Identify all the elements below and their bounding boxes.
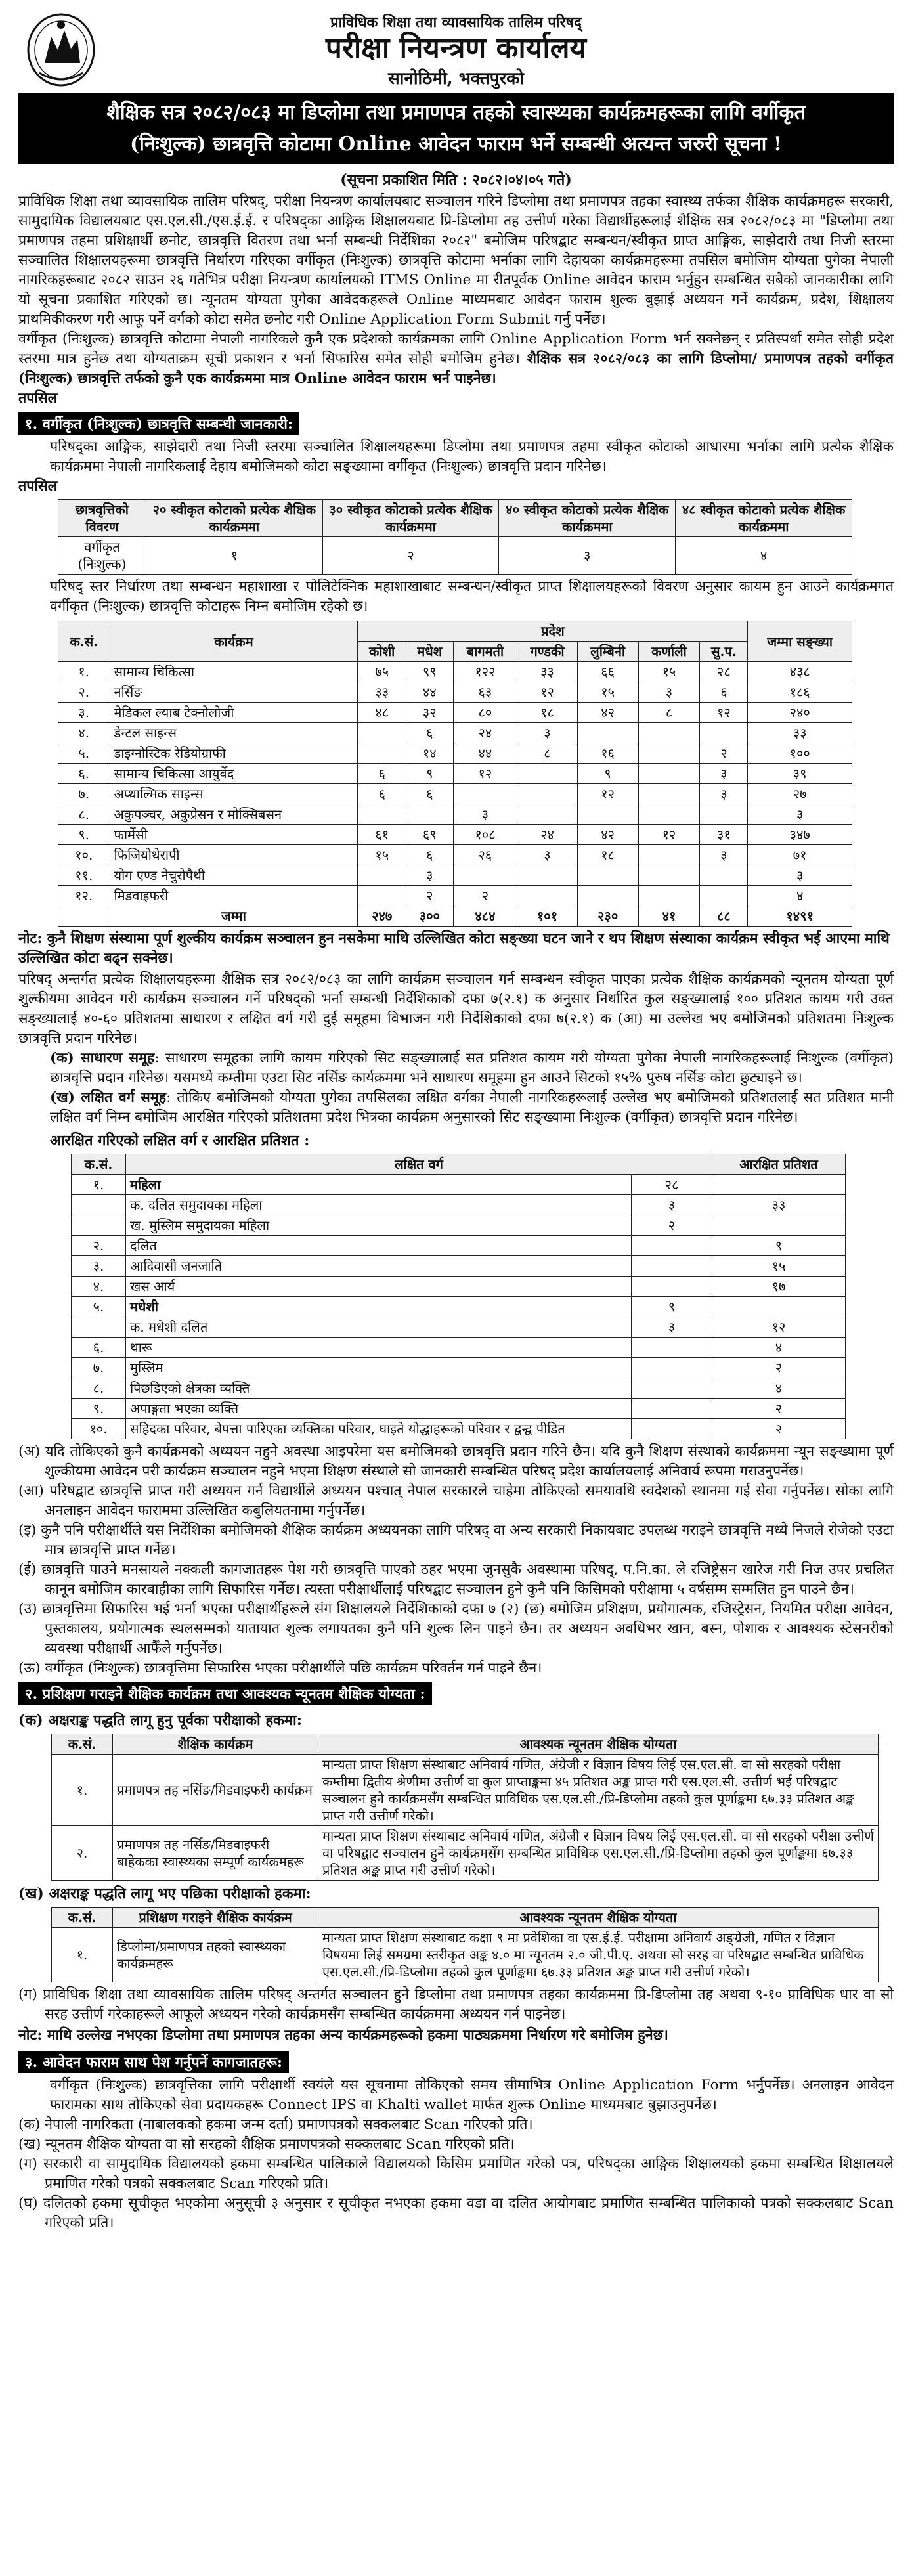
table-row (72, 1215, 846, 1236)
quota-header: ४८ स्वीकृत कोटाको प्रत्येक शैक्षिक कार्यक्रममा (676, 500, 852, 537)
row-value (517, 886, 577, 906)
row-value: ३२ (406, 703, 454, 723)
row-total: ४३८ (748, 662, 852, 682)
row-program: डेन्टल साइन्स (110, 723, 358, 743)
row-percent: २ (712, 1399, 846, 1419)
program-quota-table (58, 621, 852, 927)
quota-header: छात्रवृत्तिको विवरण (58, 500, 146, 537)
row-sn: १०. (72, 1419, 126, 1439)
row-value: ६ (406, 845, 454, 865)
row-sub-percent (632, 1236, 712, 1256)
row-value (577, 886, 638, 906)
row-value (517, 865, 577, 886)
document-item: (घ) दलितको हकमा सूचीकृत भएकोमा अनुसूची ३ अनुसार र सूचीकृत नभएका हकमा वडा वा दलित आयोगबाट प्रमाणित सम्बन्धित पालिकाको पत्रको सक्कलबाट Scan गरिएको प्रति। (18, 2195, 894, 2231)
quota-cell: वर्गीकृत (निःशुल्क) (58, 537, 146, 575)
row-value (517, 784, 577, 804)
row-value: २ (700, 743, 748, 764)
clause-aa: (आ) परिषद्बाट छात्रवृत्ति प्राप्त गरी अध्ययन गर्न विद्यार्थीले अध्ययन पश्चात् नेपाल सरकारले चाहेमा तोकिएको समयावधि स्वदेशको स्थानमा गई सेवा गर्नुपर्नेछ। सोका लागि अनलाइन आवेदन फाराममा उल्लिखित कबुलियतनामा गर्नुपर्नेछ। (18, 1483, 894, 1519)
row-group: ख. मुस्लिम समुदायका महिला (126, 1215, 632, 1236)
row-value (517, 764, 577, 784)
row-total: ३९ (748, 764, 852, 784)
row-requirement: मान्यता प्राप्त शिक्षण संस्थाबाट कक्षा ९ मा प्रवेशिका वा एस.ई.ई. परीक्षामा अनिवार्य अङ्ग्रेजी, गणित र विज्ञान विषयमा लिई समग्रमा स्तरीकृत अङ्क ४.० मा न्यूनतम २.० जी.पी.ए. अथवा सो सरह वा परिषद्बाट सम्बन्धित प्राविधिक एस.एल.सी./प्रि-डिप्लोमा तहको कुल पूर्णाङ्कमा ६७.३३ प्रतिशत अङ्क प्राप्त गरी उत्तीर्ण गरेको। (318, 1928, 879, 1982)
clause-u: (उ) छात्रवृत्तिमा सिफारिस भई भर्ना भएका परीक्षार्थीहरूले संग शिक्षालयले निर्देशिकाको दफा ७ (२) (छ) बमोजिम प्रशिक्षण, प्रयोगात्मक, रजिस्ट्रेसन, नियमित परीक्षा आवेदन, पुस्तकालय, प्रयोगात्मक स्थलसम्मको यातायात शुल्क लगायतका कुनै पनि शुल्क लिन पाइने छैन। तर अध्ययन अवधिभर खान, बस्न, पोशाक र आवश्यक स्टेसनरीको व्यवस्था परीक्षार्थी आफैँले गर्नुपर्नेछ। (18, 1601, 894, 1657)
row-sn: २. (58, 682, 110, 703)
province-header: लुम्बिनी (577, 642, 638, 662)
total-value: २३० (577, 906, 638, 927)
row-value: ९ (577, 764, 638, 784)
row-value (453, 865, 517, 886)
table-row (72, 1419, 846, 1439)
row-value: ६ (406, 784, 454, 804)
table-row (72, 1175, 846, 1195)
row-requirement: मान्यता प्राप्त शिक्षण संस्थाबाट अनिवार्य गणित, अंग्रेजी र विज्ञान विषय लिई एस.एल.सी. वा सो सरहको परीक्षा उत्तीर्ण वा परिषद्बाट सञ्चालन हुने कार्यक्रमसँग सम्बन्धित प्राविधिक एस.एल.सी./प्रि-डिप्लोमा तहको कुल पूर्णाङ्कमा ६७.३३ प्रतिशत अङ्क प्राप्त गरी उत्तीर्ण गरेको। (318, 1826, 879, 1881)
row-program: डिप्लोमा/प्रमाणपत्र तहको स्वास्थ्यका कार्यक्रमहरू (113, 1928, 318, 1982)
section-1b-paragraph: परिषद् अन्तर्गत प्रत्येक शिक्षालयहरूमा शैक्षिक सत्र २०८२/०८३ का लागि कार्यक्रम सञ्चालन गर्न सम्बन्धन स्वीकृत पाएका प्रत्येक शैक्षिक कार्यक्रमको न्यूनतम योग्यता पूर्ण शुल्कीयमा आवेदन गरी कार्यक्रम सञ्चालन गर्ने परिषद्को भर्ना सम्बन्धी निर्देशिकाको दफा ७(२.१) क अनुसार निर्धारित कुल सङ्ख्यालाई १०० प्रतिशत कायम गरी उक्त सङ्ख्यालाई ४०-६० प्रतिशतमा साधारण र लक्षित वर्ग गरी दुई समूहमा विभाजन गरी निर्देशिकाको दफा ७(२.१) क (आ) मा उल्लेख भए बमोजिमको प्रतिशतमा निःशुल्क छात्रवृत्ति प्रदान गरिनेछ। (18, 971, 894, 1047)
section-2-heading: २. प्रशिक्षण गराइने शैक्षिक कार्यक्रम तथा आवश्यक न्यूनतम शैक्षिक योग्यता : (18, 1682, 432, 1705)
quota-header: ३० स्वीकृत कोटाको प्रत्येक शैक्षिक कार्यक्रममा (322, 500, 499, 537)
row-percent: ४ (712, 1338, 846, 1358)
row-value (358, 886, 406, 906)
row-percent (712, 1297, 846, 1317)
intro-paragraph-2 (18, 330, 894, 389)
row-group: दलित (126, 1236, 632, 1256)
row-sub-percent: २८ (632, 1175, 712, 1195)
row-value: ६३ (453, 682, 517, 703)
province-header: बागमती (453, 642, 517, 662)
row-program: डाइग्नोस्टिक रेडियोग्राफी (110, 743, 358, 764)
table-row (72, 1399, 846, 1419)
row-value (517, 804, 577, 825)
tapasil-label: तपसिल (18, 390, 58, 406)
intro-paragraph: प्राविधिक शिक्षा तथा व्यावसायिक तालिम परिषद्, परीक्षा नियन्त्रण कार्यालयबाट सञ्चालन गरिने डिप्लोमा तथा प्रमाणपत्र तहका स्वास्थ्य तर्फका शैक्षिक कार्यक्रमहरू सरकारी, सामुदायिक विद्यालयबाट एस.एल.सी./एस.ई.ई. र परिषद्का आङ्गिक शिक्षालयबाट प्रि-डिप्लोमा तह उत्तीर्ण गरेका विद्यार्थीहरूलाई शैक्षिक सत्र २०८२/०८३ मा "डिप्लोमा तथा प्रमाणपत्र तहमा प्रशिक्षार्थी छनोट, छात्रवृत्ति वितरण तथा भर्ना सम्बन्धी निर्देशिका २०८२" बमोजिम परिषद्बाट सम्बन्धन/स्वीकृत प्राप्त आङ्गिक, साझेदारी तथा निजी स्तरमा सञ्चालित शिक्षालयहरूमा छात्रवृत्ति निर्धारण गरिएका वर्गीकृत (निःशुल्क) छात्रवृत्ति कोटामा भर्नाका लागि देहायका कार्यक्रमहरूमा तपसिल बमोजिम योग्यता पुगेका नेपाली नागरिकहरूबाट २०८२ साउन २६ गतेभित्र परीक्षा नियन्त्रण कार्यालयको ITMS Online मा रीतपूर्वक Online आवेदन फाराम भर्नुहुन सम्बन्धित सबैको जानकारीका लागि यो सूचना प्रकाशित गरिएको छ। न्यूनतम योग्यता पुगेका आवेदकहरूले Online माध्यमबाट आवेदन फाराम शुल्क बुझाई अध्ययन गर्ने कार्यक्रम, प्रदेश, शिक्षालय प्राथमिकीकरण गरी आफू पर्ने वर्गको कोटा समेत छनोट गरी Online Application Form Submit गर्नु पर्नेछ। (18, 193, 894, 328)
table-row (58, 886, 852, 906)
province-header: सु.प. (700, 642, 748, 662)
row-value (406, 804, 454, 825)
row-program: मेडिकल ल्याब टेक्नोलोजी (110, 703, 358, 723)
row-sub-percent: २ (632, 1215, 712, 1236)
row-value (638, 784, 700, 804)
table-row (58, 804, 852, 825)
col-header-province: प्रदेश (358, 621, 748, 642)
table-row (72, 1358, 846, 1378)
office-name: परीक्षा नियन्त्रण कार्यालय (325, 31, 587, 65)
row-program: सामान्य चिकित्सा (110, 662, 358, 682)
row-sn: ६. (72, 1338, 126, 1358)
reserved-percent-table (71, 1154, 846, 1439)
row-value: १२ (638, 825, 700, 845)
row-value: ४४ (453, 743, 517, 764)
row-percent: २ (712, 1419, 846, 1439)
row-group: अपाङ्गता भएका व्यक्ति (126, 1399, 632, 1419)
row-value: २४ (517, 825, 577, 845)
row-total: १०० (748, 743, 852, 764)
row-value: १६ (577, 743, 638, 764)
row-value (638, 764, 700, 784)
row-sn: १०. (58, 845, 110, 865)
col-header-percent: आरक्षित प्रतिशत (712, 1154, 846, 1175)
row-group: सहिदका परिवार, बेपत्ता पारिएका व्यक्तिका परिवार, घाइते योद्धाहरूको परिवार र द्वन्द्व पीडित (126, 1419, 632, 1439)
row-group: क. दलित समुदायका महिला (126, 1195, 632, 1215)
row-percent: ३३ (712, 1195, 846, 1215)
row-value: ३३ (358, 682, 406, 703)
row-percent: ४ (712, 1378, 846, 1399)
table-row (58, 865, 852, 886)
table-row (72, 1317, 846, 1338)
row-value: ६ (406, 723, 454, 743)
row-value (453, 784, 517, 804)
row-percent (712, 1215, 846, 1236)
row-value: १४ (406, 743, 454, 764)
general-group-paragraph (18, 1049, 894, 1088)
row-sn: ११. (58, 865, 110, 886)
row-program: फार्मेसी (110, 825, 358, 845)
row-value: ८ (517, 743, 577, 764)
section-1-tapasil: तपसिल (18, 478, 58, 494)
row-sn: ९. (58, 825, 110, 845)
row-sub-percent (632, 1419, 712, 1439)
row-program: अकुपञ्चर, अकुप्रेसन र मोक्सिबसन (110, 804, 358, 825)
row-value: २ (453, 886, 517, 906)
row-sn (72, 1195, 126, 1215)
col-header-group: लक्षित वर्ग (126, 1154, 712, 1175)
row-value: १२ (577, 784, 638, 804)
row-value: ४८ (358, 703, 406, 723)
table-row (58, 743, 852, 764)
total-value: ४८४ (453, 906, 517, 927)
row-value (638, 743, 700, 764)
row-value: २८ (700, 662, 748, 682)
row-value (700, 723, 748, 743)
row-program: नर्सिङ (110, 682, 358, 703)
row-total: ३३ (748, 723, 852, 743)
col-header-requirement: आवश्यक न्यूनतम शैक्षिक योग्यता (318, 1908, 879, 1928)
row-sn: ५. (72, 1297, 126, 1317)
row-value: १२ (517, 682, 577, 703)
table-row (58, 723, 852, 743)
office-location: सानोठिमी, भक्तपुरको (388, 69, 524, 89)
quota-cell: ३ (499, 537, 676, 575)
row-sn: १२. (58, 886, 110, 906)
col-header-program: कार्यक्रम (110, 621, 358, 662)
row-program: सामान्य चिकित्सा आयुर्वेद (110, 764, 358, 784)
row-program: अप्थाल्मिक साइन्स (110, 784, 358, 804)
row-value: ३ (700, 845, 748, 865)
row-program: प्रमाणपत्र तह नर्सिङ/मिडवाइफरी कार्यक्रम (113, 1755, 318, 1826)
row-value (638, 845, 700, 865)
col-header-sn: क.सं. (52, 1734, 113, 1755)
reserved-table-title: आरक्षित गरिएको लक्षित वर्ग र आरक्षित प्रतिशत : (50, 1132, 310, 1149)
row-value: ३ (453, 804, 517, 825)
row-sn: ८. (58, 804, 110, 825)
row-value (700, 865, 748, 886)
total-value: २४७ (358, 906, 406, 927)
table-row (58, 784, 852, 804)
general-group-text: : साधारण समूहका लागि कायम गरिएको सिट सङ्ख्यालाई सत प्रतिशत कायम गरी योग्यता पुगेका नेपाली नागरिकहरूलाई निःशुल्क (वर्गीकृत) छात्रवृत्ति प्रदान गरिनेछ। यसमध्ये कम्तीमा एउटा सिट नर्सिङ कार्यक्रममा भने साधारण समूहमा हुन आउने सिटको १५% पुरुष नर्सिङ कोटा छुट्याइने छ। (50, 1050, 894, 1086)
row-total: ३ (748, 804, 852, 825)
row-program: प्रमाणपत्र तह नर्सिङ/मिडवाइफरी बाहेकका स्वास्थ्यका सम्पूर्ण कार्यक्रमहरू (113, 1826, 318, 1881)
undefined (58, 906, 110, 927)
target-group-label: (ख) लक्षित वर्ग समूह (50, 1089, 167, 1106)
document-item: (ख) न्यूनतम शैक्षिक योग्यता वा सो सरहको शैक्षिक प्रमाणपत्रको सक्कलबाट Scan गरिएको प्रति। (18, 2136, 515, 2152)
grand-total: १४९१ (748, 906, 852, 927)
row-value: ३ (638, 682, 700, 703)
row-value: ४२ (577, 703, 638, 723)
row-value: १८ (577, 845, 638, 865)
table-row (72, 1297, 846, 1317)
row-sn: ९. (72, 1399, 126, 1419)
row-sub-percent (632, 1358, 712, 1378)
row-value: ८० (453, 703, 517, 723)
row-value: ३३ (517, 662, 577, 682)
intro-p2-bold: शैक्षिक सत्र २०८२/०८३ का लागि डिप्लोमा/ प्रमाणपत्र तहको वर्गीकृत (निःशुल्क) छात्रवृत्ति तर्फको कुनै एक कार्यक्रममा मात्र Online आवेदन फाराम भर्न पाइनेछ। (18, 351, 894, 387)
row-value: ६ (358, 784, 406, 804)
col-header-program: शैक्षिक कार्यक्रम (113, 1734, 318, 1755)
row-value: १५ (577, 682, 638, 703)
quota-table (58, 499, 852, 575)
col-header-program: प्रशिक्षण गराइने शैक्षिक कार्यक्रम (113, 1908, 318, 1928)
section-3-paragraph: वर्गीकृत (निःशुल्क) छात्रवृत्तिका लागि परीक्षार्थी स्वयंले यस सूचनामा तोकिएको समय सीमाभित्र Online Application Form भर्नुपर्नेछ। अनलाइन आवेदन फारामका साथ तोकिएको सेवा प्रदायकहरू Connect IPS वा Khalti wallet मार्फत शुल्क Online माध्यमबाट बुझाउनुपर्नेछ। (50, 2077, 894, 2113)
banner-line-1: शैक्षिक सत्र २०८२/०८३ मा डिप्लोमा तथा प्रमाणपत्र तहको स्वास्थ्यका कार्यक्रमहरूका लागि वर्गीकृत (106, 101, 806, 124)
row-value: ४२ (577, 825, 638, 845)
row-group: आदिवासी जनजाति (126, 1256, 632, 1277)
quota-header: २० स्वीकृत कोटाको प्रत्येक शैक्षिक कार्यक्रममा (146, 500, 322, 537)
row-sub-percent (632, 1338, 712, 1358)
table-row (52, 1928, 879, 1982)
row-value (358, 743, 406, 764)
row-sn: १. (72, 1175, 126, 1195)
general-group-label: (क) साधारण समूह (50, 1050, 155, 1066)
table-row (72, 1236, 846, 1256)
row-sn (72, 1317, 126, 1338)
province-header: मधेश (406, 642, 454, 662)
qualification-table-post (51, 1907, 879, 1982)
row-value: ६६ (577, 662, 638, 682)
row-value: १२ (453, 764, 517, 784)
document-item: (क) नेपाली नागरिकता (नाबालकको हकमा जन्म दर्ता) प्रमाणपत्रको सक्कलबाट Scan गरिएको प्रति। (18, 2116, 533, 2133)
table-row (58, 845, 852, 865)
table-row (72, 1378, 846, 1399)
row-value (577, 804, 638, 825)
row-sn: ४. (72, 1277, 126, 1297)
clause-ii: (ई) छात्रवृत्ति पाउने मनसायले नक्कली कागजातहरू पेश गरी छात्रवृत्ति पाएको ठहर भएमा जुनसुकै अवस्थामा परिषद्, प.नि.का. ले रजिष्ट्रेसन खारेज गरी निज उपर प्रचलित कानून बमोजिम कारबाहीका लागि सिफारिस गर्नेछ। त्यस्ता परीक्षार्थीलाई परिषद्बाट सञ्चालन हुने कुनै पनि किसिमको परीक्षामा ५ वर्षसम्म सम्मलित हुन पाउने छैन। (18, 1561, 894, 1598)
qualification-table-pre (51, 1734, 879, 1881)
col-header-total: जम्मा सङ्ख्या (748, 621, 852, 662)
table-row (52, 1826, 879, 1881)
row-value: १०८ (453, 825, 517, 845)
row-value: ४४ (406, 682, 454, 703)
row-value: ९ (406, 764, 454, 784)
section-1-paragraph-2: परिषद् स्तर निर्धारण तथा सम्बन्धन महाशाखा र पोलिटेक्निक महाशाखाबाट सम्बन्धन/स्वीकृत प्राप्त शिक्षालयहरूको विवरण अनुसार कायम हुन आउने कार्यक्रमगत वर्गीकृत (निःशुल्क) छात्रवृत्ति कोटाहरू निम्न बमोजिम रहेको छ। (50, 579, 894, 615)
intro-p2-text: वर्गीकृत (निःशुल्क) छात्रवृत्ति कोटामा नेपाली नागरिकले कुनै एक प्रदेशको कार्यक्रमका लागि Online Application Form भर्न सक्नेछन् र प्रतिस्पर्धा समेत सोही प्रदेश स्तरमा मात्र हुनेछ तथा योग्यताक्रम सूची प्रकाशन र भर्ना सिफारिस समेत सोही बमोजिम हुनेछ। (18, 331, 894, 367)
table-row (52, 1755, 879, 1826)
row-sn (72, 1215, 126, 1236)
row-group: मुस्लिम (126, 1358, 632, 1378)
row-group: थारू (126, 1338, 632, 1358)
row-sn: १. (58, 662, 110, 682)
row-value (577, 865, 638, 886)
quota-cell: २ (322, 537, 499, 575)
row-percent: २ (712, 1358, 846, 1378)
section-2-ga: (ग) प्राविधिक शिक्षा तथा व्यावसायिक तालिम परिषद् अन्तर्गत सञ्चालन हुने डिप्लोमा तथा प्रमाणपत्र तहका कार्यक्रममा प्रि-डिप्लोमा तह अथवा ९-१० प्राविधिक धार वा सो सरह उत्तीर्ण गरेकाहरूले आफूले अध्ययन गरेको कार्यक्रमसँग सम्बन्धित कार्यक्रममा अध्ययन गर्न पाइनेछ। (18, 1986, 894, 2022)
row-sn: ३. (72, 1256, 126, 1277)
row-sub-percent (632, 1277, 712, 1297)
row-total: ३ (748, 865, 852, 886)
row-total: २४० (748, 703, 852, 723)
row-group: मधेशी (126, 1297, 632, 1317)
notice-title-banner (18, 93, 894, 164)
col-header-sn: क.सं. (72, 1154, 126, 1175)
section-1-heading: १. वर्गीकृत (निःशुल्क) छात्रवृत्ति सम्बन्धी जानकारी: (18, 412, 299, 435)
row-sn: ४. (58, 723, 110, 743)
row-value (700, 886, 748, 906)
row-value: २ (406, 886, 454, 906)
table-row (72, 1277, 846, 1297)
table-row (72, 1256, 846, 1277)
quota-header: ४० स्वीकृत कोटाको प्रत्येक शैक्षिक कार्यक्रममा (499, 500, 676, 537)
col-header-sn: क.सं. (58, 621, 110, 662)
row-sub-percent (632, 1378, 712, 1399)
row-sub-percent (632, 1399, 712, 1419)
target-group-text: : तोकिए बमोजिमको योग्यता पुगेका तपसिलका लक्षित वर्गका नेपाली नागरिकहरूलाई उल्लेख भए बमोजिमको प्रतिशतलाई सत प्रतिशत मानी लक्षित वर्ग निम्न बमोजिम आरक्षित गरिएको प्रतिशतमा प्रदेश भित्रका कार्यक्रम अनुसारको सिट सङ्ख्यामा निःशुल्क (वर्गीकृत) छात्रवृत्ति प्रदान गरिनेछ। (50, 1089, 894, 1125)
publication-date: (सूचना प्रकाशित मिति : २०८२।०४।०५ गते) (340, 171, 572, 188)
row-sub-percent: ३ (632, 1317, 712, 1338)
row-sub-percent: ३ (632, 1195, 712, 1215)
row-value: ३ (700, 784, 748, 804)
row-group: क. मधेशी दलित (126, 1317, 632, 1338)
row-sn: ७. (72, 1358, 126, 1378)
section-3-heading: ३. आवेदन फाराम साथ पेश गर्नुपर्ने कागजातहरू: (18, 2051, 289, 2073)
clause-uu: (ऊ) वर्गीकृत (निःशुल्क) छात्रवृत्तिमा सिफारिस भएका परीक्षार्थीले पछि कार्यक्रम परिवर्तन गर्न पाइने छैन। (18, 1660, 542, 1676)
row-value (700, 804, 748, 825)
row-value (358, 723, 406, 743)
row-sn: ६. (58, 764, 110, 784)
row-value: ३ (517, 723, 577, 743)
total-value: १०१ (517, 906, 577, 927)
col-header-sn: क.सं. (52, 1908, 113, 1928)
section-1-paragraph: परिषद्का आङ्गिक, साझेदारी तथा निजी स्तरमा सञ्चालित शिक्षालयहरूमा डिप्लोमा तथा प्रमाणपत्र तहमा स्वीकृत कोटाको आधारमा भर्नाका लागि प्रत्येक शैक्षिक कार्यक्रममा नेपाली नागरिकलाई देहाय बमोजिमको कोटा सङ्ख्यामा वर्गीकृत (निःशुल्क) छात्रवृत्ति प्रदान गरिनेछ। (50, 439, 894, 475)
row-value (638, 865, 700, 886)
table-row (58, 703, 852, 723)
province-header: कर्णाली (638, 642, 700, 662)
table-row (58, 662, 852, 682)
total-row (58, 906, 852, 927)
row-value: २६ (453, 845, 517, 865)
row-value (638, 723, 700, 743)
section-2-ka: (क) अक्षराङ्क पद्धति लागू हुनु पूर्वका परीक्षाको हकमा: (18, 1712, 302, 1729)
row-sn: १. (52, 1755, 113, 1826)
province-header: गण्डकी (517, 642, 577, 662)
row-value: ८ (638, 703, 700, 723)
row-sn: २. (72, 1236, 126, 1256)
row-value: १५ (638, 662, 700, 682)
row-total: ७१ (748, 845, 852, 865)
row-requirement: मान्यता प्राप्त शिक्षण संस्थाबाट अनिवार्य गणित, अंग्रेजी र विज्ञान विषय लिई एस.एल.सी. वा सो सरहको परीक्षा कम्तीमा द्वितीय श्रेणीमा उत्तीर्ण वा कुल प्राप्ताङ्कमा ४५ प्रतिशत अङ्क प्राप्त गरी एस.एल.सी. उत्तीर्ण भई परिषद्बाट सञ्चालन हुने कार्यक्रमसँग सम्बन्धित प्राविधिक एस.एल.सी./प्रि-डिप्लोमा तहको कुल पूर्णाङ्कमा ६७.३३ प्रतिशत अङ्क प्राप्त गरी उत्तीर्ण गरेको। (318, 1755, 879, 1826)
row-program: फिजियोथेरापी (110, 845, 358, 865)
table-row (72, 1195, 846, 1215)
row-group: पिछडिएको क्षेत्रका व्यक्ति (126, 1378, 632, 1399)
row-value (577, 723, 638, 743)
row-value: ३ (700, 764, 748, 784)
quota-cell: ४ (676, 537, 852, 575)
row-value: १५ (358, 845, 406, 865)
clause-i: (इ) कुनै पनि परीक्षार्थीले यस निर्देशिका बमोजिमको शैक्षिक कार्यक्रम अध्ययनका लागि परिषद् वा अन्य सरकारी निकायबाट उपलब्ध गराइने छात्रवृत्ति मध्ये निजले रोजेको एउटा मात्र छात्रवृत्ति प्राप्त गर्नेछ। (18, 1522, 894, 1558)
row-value: ३१ (700, 825, 748, 845)
table-row (72, 1338, 846, 1358)
row-percent: ९ (712, 1236, 846, 1256)
table-row (58, 764, 852, 784)
row-value (638, 804, 700, 825)
row-sub-percent (632, 1256, 712, 1277)
nepal-emblem-icon (25, 11, 97, 88)
row-sn: २. (52, 1826, 113, 1881)
province-header: कोशी (358, 642, 406, 662)
total-value: ४१ (638, 906, 700, 927)
row-sn: ८. (72, 1378, 126, 1399)
row-sub-percent: ९ (632, 1297, 712, 1317)
row-percent: १५ (712, 1256, 846, 1277)
row-program: योग एण्ड नेचुरोपैथी (110, 865, 358, 886)
row-value: ६९ (406, 825, 454, 845)
table-row (58, 825, 852, 845)
quota-cell: १ (146, 537, 322, 575)
row-value (638, 886, 700, 906)
clause-a: (अ) यदि तोकिएको कुनै कार्यक्रमको अध्ययन नहुने अवस्था आइपरेमा यस बमोजिमको छात्रवृत्ति प्रदान गरिने छैन। यदि कुनै शिक्षण संस्थाको कार्यक्रममा न्यून सङ्ख्यामा पूर्ण शुल्कीयमा आवेदन परी कार्यक्रम सञ्चालन नहुने भएमा शिक्षण संस्थाले सो जानकारी सम्बन्धित परिषद् प्रदेश कार्यालयलाई अनिवार्य रूपमा गराउनुपर्नेछ। (18, 1443, 894, 1479)
row-value: ३ (517, 845, 577, 865)
row-value (358, 804, 406, 825)
total-label: जम्मा (110, 906, 358, 927)
section-2-kha: (ख) अक्षराङ्क पद्धति लागू भए पछिका परीक्षाको हकमा: (18, 1885, 311, 1902)
row-percent: १७ (712, 1277, 846, 1297)
row-sn: ३. (58, 703, 110, 723)
row-value: १२ (700, 703, 748, 723)
row-sn: १. (52, 1928, 113, 1982)
row-value (358, 865, 406, 886)
section-2-note: नोट: माथि उल्लेख नभएका डिप्लोमा तथा प्रमाणपत्र तहका अन्य कार्यक्रमहरूको हकमा पाठ्यक्रममा निर्धारण गरे बमोजिम हुनेछ। (18, 2027, 668, 2043)
header (18, 7, 894, 92)
council-name: प्राविधिक शिक्षा तथा व्यावसायिक तालिम परिषद् (330, 13, 582, 31)
row-value: ३ (406, 865, 454, 886)
row-group: खस आर्य (126, 1277, 632, 1297)
row-value: ९९ (406, 662, 454, 682)
row-program: मिडवाइफरी (110, 886, 358, 906)
row-total: ४ (748, 886, 852, 906)
row-value: ७५ (358, 662, 406, 682)
total-value: ८८ (700, 906, 748, 927)
row-value: १८ (517, 703, 577, 723)
row-percent (712, 1175, 846, 1195)
row-percent: १२ (712, 1317, 846, 1338)
row-value: २४ (453, 723, 517, 743)
row-sn: ५. (58, 743, 110, 764)
table-row (58, 682, 852, 703)
document-item: (ग) सरकारी वा सामुदायिक विद्यालयको हकमा सम्बन्धित पालिकाले विद्यालयको किसिम प्रमाणित गरेको पत्र, परिषद्का आङ्गिक शिक्षालयको हकमा सम्बन्धित शिक्षालयले प्रमाणित गरेको पत्रको सक्कलबाट Scan गरिएको प्रति। (18, 2156, 894, 2192)
row-value: १२२ (453, 662, 517, 682)
row-sn: ७. (58, 784, 110, 804)
col-header-requirement: आवश्यक न्यूनतम शैक्षिक योग्यता (318, 1734, 879, 1755)
quota-note: नोट: कुनै शिक्षण संस्थामा पूर्ण शुल्कीय कार्यक्रम सञ्चालन हुन नसकेमा माथि उल्लिखित कोटा सङ्ख्या घटन जाने र थप शिक्षण संस्थाका कार्यक्रम स्वीकृत भई आएमा माथि उल्लिखित कोटा बढ्न सक्नेछ। (18, 930, 890, 967)
row-value: ६ (358, 764, 406, 784)
row-total: २७ (748, 784, 852, 804)
banner-line-2: (निःशुल्क) छात्रवृत्ति कोटामा Online आवेदन फाराम भर्ने सम्बन्धी अत्यन्त जरुरी सूचना ! (129, 133, 783, 156)
row-total: ३४७ (748, 825, 852, 845)
total-value: ३०० (406, 906, 454, 927)
row-value: ६ (700, 682, 748, 703)
row-group: महिला (126, 1175, 632, 1195)
target-group-paragraph (18, 1088, 894, 1127)
row-value: ६१ (358, 825, 406, 845)
row-total: १८६ (748, 682, 852, 703)
